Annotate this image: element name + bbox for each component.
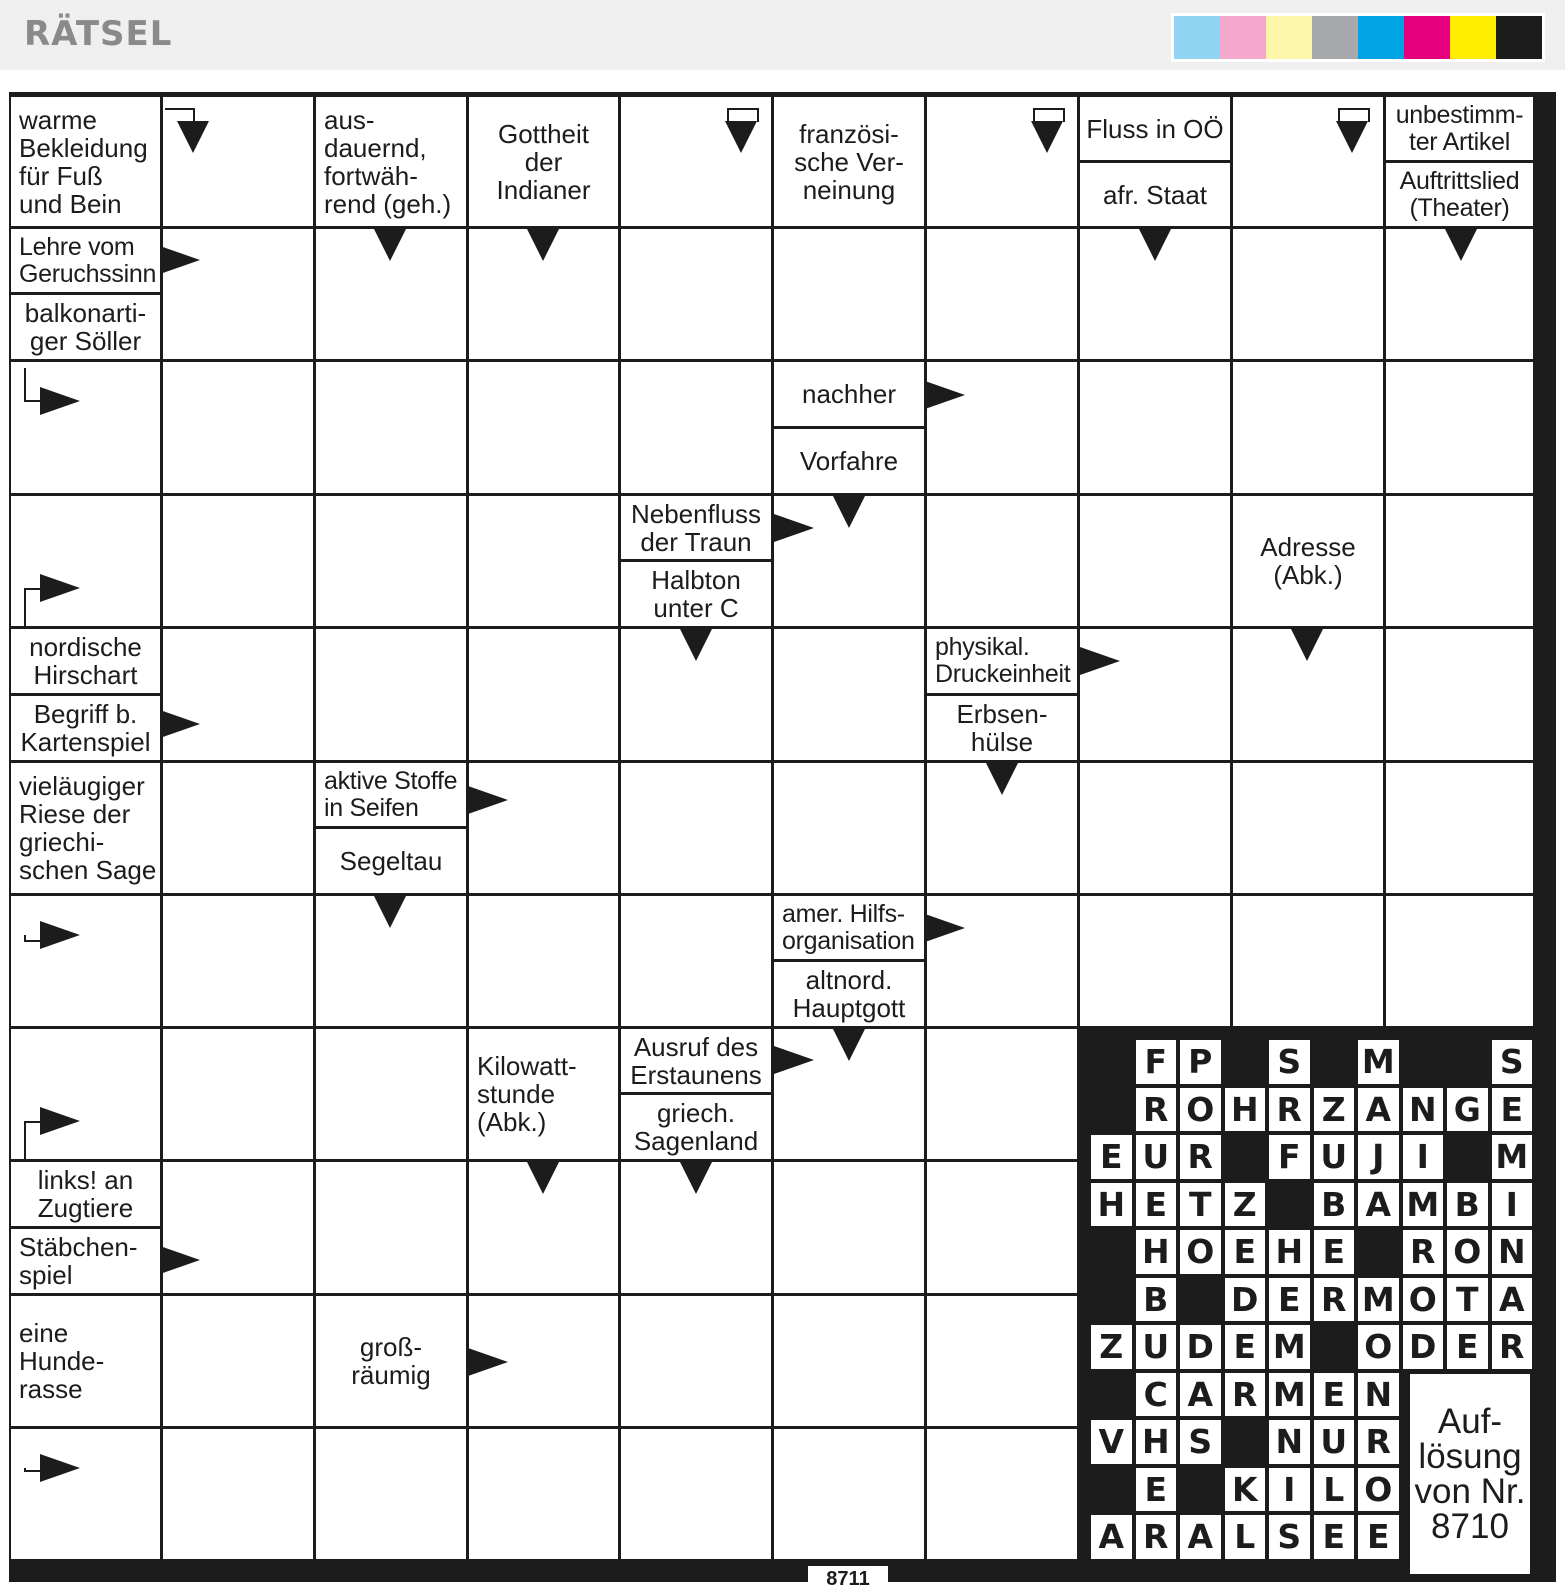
clue-cell: afr. Staat xyxy=(1080,163,1230,226)
arrow-down-icon xyxy=(527,1162,559,1194)
solution-letter: U xyxy=(1314,1135,1355,1179)
solution-letter: A xyxy=(1180,1515,1221,1559)
solution-letter: A xyxy=(1180,1373,1221,1417)
arrow-down-icon xyxy=(177,121,209,153)
arrow-down-icon xyxy=(680,1162,712,1194)
solution-letter: N xyxy=(1403,1088,1444,1132)
solution-letter: N xyxy=(1492,1230,1533,1274)
answer-cell[interactable] xyxy=(1386,362,1533,493)
solution-letter: A xyxy=(1358,1088,1399,1132)
arrow-bend-icon xyxy=(24,935,40,942)
color-swatch xyxy=(1174,16,1220,59)
clue-cell: warme Bekleidung für Fuß und Bein xyxy=(11,97,160,226)
answer-cell[interactable] xyxy=(163,1029,313,1159)
answer-cell[interactable] xyxy=(469,1429,618,1559)
answer-cell[interactable] xyxy=(1233,763,1383,893)
solution-letter: D xyxy=(1225,1278,1266,1322)
solution-letter: R xyxy=(1180,1135,1221,1179)
clue-cell: Segeltau xyxy=(316,829,466,893)
answer-cell[interactable] xyxy=(1080,496,1230,626)
clue-cell: Stäbchen- spiel xyxy=(11,1229,160,1293)
solution-letter: E xyxy=(1314,1515,1355,1559)
solution-letter: F xyxy=(1136,1040,1177,1084)
solution-letter: O xyxy=(1358,1468,1399,1512)
clue-cell: Gottheit der Indianer xyxy=(469,97,618,226)
answer-cell[interactable] xyxy=(1233,362,1383,493)
clue-cell: griech. Sagenland xyxy=(621,1095,771,1159)
solution-letter: V xyxy=(1091,1420,1132,1464)
arrow-down-icon xyxy=(527,229,559,261)
answer-cell[interactable] xyxy=(316,629,466,760)
solution-letter: E xyxy=(1314,1230,1355,1274)
answer-cell[interactable] xyxy=(1080,362,1230,493)
arrow-right-icon xyxy=(925,381,965,409)
answer-cell[interactable] xyxy=(163,629,313,760)
clue-cell: Vorfahre xyxy=(774,429,924,493)
solution-letter: M xyxy=(1492,1135,1533,1179)
arrow-down-icon xyxy=(833,496,865,528)
solution-letter: S xyxy=(1180,1420,1221,1464)
solution-letter: S xyxy=(1492,1040,1533,1084)
answer-cell[interactable] xyxy=(469,896,618,1026)
answer-cell[interactable] xyxy=(11,896,160,1026)
answer-cell[interactable] xyxy=(316,496,466,626)
solution-letter: B xyxy=(1447,1183,1488,1227)
solution-letter: L xyxy=(1314,1468,1355,1512)
solution-letter: R xyxy=(1314,1278,1355,1322)
solution-letter: K xyxy=(1225,1468,1266,1512)
solution-letter: M xyxy=(1269,1325,1310,1369)
solution-letter: Z xyxy=(1314,1088,1355,1132)
solution-letter: M xyxy=(1269,1373,1310,1417)
arrow-right-icon xyxy=(160,1246,200,1274)
answer-cell[interactable] xyxy=(1386,763,1533,893)
arrow-down-icon xyxy=(374,896,406,928)
arrow-right-icon xyxy=(40,1107,80,1135)
clue-cell: Adresse (Abk.) xyxy=(1233,496,1383,626)
solution-letter: G xyxy=(1447,1088,1488,1132)
solution-letter: O xyxy=(1180,1088,1221,1132)
crossword-grid xyxy=(9,92,1556,1582)
solution-letter: U xyxy=(1136,1325,1177,1369)
answer-cell[interactable] xyxy=(774,1296,924,1426)
solution-letter: Z xyxy=(1225,1183,1266,1227)
solution-letter: J xyxy=(1358,1135,1399,1179)
answer-cell[interactable] xyxy=(927,1162,1077,1293)
answer-cell[interactable] xyxy=(927,1296,1077,1426)
answer-cell[interactable] xyxy=(469,629,618,760)
solution-letter: E xyxy=(1225,1325,1266,1369)
solution-letter: Z xyxy=(1091,1325,1132,1369)
solution-letter: U xyxy=(1136,1135,1177,1179)
solution-letter: E xyxy=(1358,1515,1399,1559)
puzzle-number: 8711 xyxy=(808,1566,888,1588)
color-swatch xyxy=(1312,16,1358,59)
solution-letter: I xyxy=(1269,1468,1310,1512)
solution-letter: M xyxy=(1358,1278,1399,1322)
clue-cell: physikal. Druckeinheit xyxy=(927,629,1077,693)
solution-letter: R xyxy=(1492,1325,1533,1369)
arrow-down-icon xyxy=(1291,629,1323,661)
answer-cell[interactable] xyxy=(1386,496,1533,626)
arrow-right-icon xyxy=(468,786,508,814)
arrow-right-icon xyxy=(774,1046,814,1074)
answer-cell[interactable] xyxy=(927,496,1077,626)
answer-cell[interactable] xyxy=(1386,629,1533,760)
answer-cell[interactable] xyxy=(1080,763,1230,893)
answer-cell[interactable] xyxy=(774,629,924,760)
clue-cell: Lehre vom Geruchssinn xyxy=(11,229,160,292)
answer-cell[interactable] xyxy=(163,896,313,1026)
solution-letter: H xyxy=(1136,1420,1177,1464)
clue-cell: Nebenfluss der Traun xyxy=(621,496,771,559)
arrow-bend-icon xyxy=(24,588,40,626)
arrow-right-icon xyxy=(40,387,80,415)
clue-cell: aus- dauernd, fortwäh- rend (geh.) xyxy=(316,97,466,226)
answer-cell[interactable] xyxy=(316,1162,466,1293)
solution-letter: E xyxy=(1091,1135,1132,1179)
solution-letter: T xyxy=(1447,1278,1488,1322)
solution-letter: A xyxy=(1492,1278,1533,1322)
arrow-down-icon xyxy=(1139,229,1171,261)
color-calibration-bar xyxy=(1171,13,1545,62)
color-swatch xyxy=(1266,16,1312,59)
solution-letter: D xyxy=(1180,1325,1221,1369)
header-bar xyxy=(0,0,1565,70)
arrow-down-icon xyxy=(833,1029,865,1061)
arrow-down-icon xyxy=(1031,121,1063,153)
solution-letter: N xyxy=(1269,1420,1310,1464)
solution-letter: H xyxy=(1091,1183,1132,1227)
arrow-right-icon xyxy=(468,1348,508,1376)
color-swatch xyxy=(1358,16,1404,59)
answer-cell[interactable] xyxy=(163,1429,313,1559)
answer-cell[interactable] xyxy=(927,1029,1077,1159)
solution-letter: H xyxy=(1269,1230,1310,1274)
arrow-right-icon xyxy=(774,514,814,542)
arrow-right-icon xyxy=(1080,647,1120,675)
answer-cell[interactable] xyxy=(11,1429,160,1559)
answer-cell[interactable] xyxy=(927,229,1077,359)
arrow-down-icon xyxy=(1445,229,1477,261)
color-swatch xyxy=(1496,16,1542,59)
answer-cell[interactable] xyxy=(316,362,466,493)
arrow-right-icon xyxy=(40,574,80,602)
arrow-down-icon xyxy=(374,229,406,261)
answer-cell[interactable] xyxy=(163,496,313,626)
solution-letter: A xyxy=(1358,1183,1399,1227)
arrow-bend-icon xyxy=(24,1121,40,1159)
solution-letter: E xyxy=(1225,1230,1266,1274)
solution-letter: E xyxy=(1136,1468,1177,1512)
color-swatch xyxy=(1220,16,1266,59)
clue-cell: balkonarti- ger Söller xyxy=(11,295,160,359)
solution-letter: N xyxy=(1358,1373,1399,1417)
solution-letter: R xyxy=(1403,1230,1444,1274)
solution-letter: C xyxy=(1136,1373,1177,1417)
answer-cell[interactable] xyxy=(1233,896,1383,1026)
arrow-right-icon xyxy=(160,246,200,274)
page-title: RÄTSEL xyxy=(24,14,173,54)
solution-letter: P xyxy=(1180,1040,1221,1084)
clue-cell: groß- räumig xyxy=(316,1296,466,1426)
answer-cell[interactable] xyxy=(163,763,313,893)
solution-caption: Auf- lösung von Nr. 8710 xyxy=(1410,1374,1530,1574)
solution-letter: E xyxy=(1269,1278,1310,1322)
clue-cell: links! an Zugtiere xyxy=(11,1162,160,1226)
clue-cell: Halbton unter C xyxy=(621,562,771,626)
color-swatch xyxy=(1450,16,1496,59)
answer-cell[interactable] xyxy=(469,496,618,626)
answer-cell[interactable] xyxy=(469,763,618,893)
clue-cell: Begriff b. Kartenspiel xyxy=(11,696,160,760)
arrow-right-icon xyxy=(925,914,965,942)
color-swatch xyxy=(1404,16,1450,59)
clue-cell: nachher xyxy=(774,362,924,426)
answer-cell[interactable] xyxy=(316,1429,466,1559)
solution-letter: A xyxy=(1091,1515,1132,1559)
solution-letter: M xyxy=(1358,1040,1399,1084)
solution-letter: S xyxy=(1269,1515,1310,1559)
solution-letter: H xyxy=(1225,1088,1266,1132)
clue-cell: unbestimm- ter Artikel xyxy=(1386,97,1533,160)
solution-letter: H xyxy=(1136,1230,1177,1274)
arrow-right-icon xyxy=(40,1454,80,1482)
solution-letter: R xyxy=(1136,1088,1177,1132)
solution-letter: O xyxy=(1358,1325,1399,1369)
arrow-down-icon xyxy=(986,763,1018,795)
answer-cell[interactable] xyxy=(774,1162,924,1293)
answer-cell[interactable] xyxy=(621,763,771,893)
answer-cell[interactable] xyxy=(621,1429,771,1559)
answer-cell[interactable] xyxy=(1233,229,1383,359)
arrow-right-icon xyxy=(160,710,200,738)
arrow-bend-icon xyxy=(727,108,759,122)
solution-letter: E xyxy=(1314,1373,1355,1417)
arrow-right-icon xyxy=(40,921,80,949)
arrow-bend-icon xyxy=(1033,108,1065,122)
answer-cell[interactable] xyxy=(621,229,771,359)
answer-cell[interactable] xyxy=(621,362,771,493)
clue-cell: französi- sche Ver- neinung xyxy=(774,97,924,226)
clue-cell: eine Hunde- rasse xyxy=(11,1296,160,1426)
solution-letter: B xyxy=(1136,1278,1177,1322)
solution-letter: B xyxy=(1314,1183,1355,1227)
arrow-down-icon xyxy=(725,121,757,153)
clue-cell: Kilowatt- stunde (Abk.) xyxy=(469,1029,618,1159)
solution-letter: R xyxy=(1225,1373,1266,1417)
solution-letter: D xyxy=(1403,1325,1444,1369)
clue-cell: altnord. Hauptgott xyxy=(774,962,924,1026)
clue-cell: Auftrittslied (Theater) xyxy=(1386,163,1533,226)
solution-letter: I xyxy=(1403,1135,1444,1179)
arrow-bend-icon xyxy=(24,1468,40,1472)
solution-letter: M xyxy=(1403,1183,1444,1227)
answer-cell[interactable] xyxy=(621,1296,771,1426)
solution-letter: R xyxy=(1269,1088,1310,1132)
answer-cell[interactable] xyxy=(774,229,924,359)
solution-letter: E xyxy=(1447,1325,1488,1369)
solution-letter: O xyxy=(1180,1230,1221,1274)
clue-cell: amer. Hilfs- organisation xyxy=(774,896,924,959)
answer-cell[interactable] xyxy=(621,896,771,1026)
arrow-down-icon xyxy=(1336,121,1368,153)
arrow-bend-icon xyxy=(24,368,40,402)
solution-letter: I xyxy=(1492,1183,1533,1227)
answer-cell[interactable] xyxy=(1386,896,1533,1026)
solution-letter: S xyxy=(1269,1040,1310,1084)
arrow-bend-icon xyxy=(1338,108,1370,122)
answer-cell[interactable] xyxy=(927,1429,1077,1559)
clue-cell: Fluss in OÖ xyxy=(1080,97,1230,160)
solution-letter: R xyxy=(1358,1420,1399,1464)
answer-cell[interactable] xyxy=(163,362,313,493)
solution-letter: E xyxy=(1492,1088,1533,1132)
answer-cell[interactable] xyxy=(469,362,618,493)
clue-cell: vieläugiger Riese der griechi- schen Sage xyxy=(11,763,160,893)
solution-letter: R xyxy=(1136,1515,1177,1559)
solution-letter: T xyxy=(1180,1183,1221,1227)
solution-letter: F xyxy=(1269,1135,1310,1179)
answer-cell[interactable] xyxy=(316,1029,466,1159)
answer-cell[interactable] xyxy=(774,1429,924,1559)
clue-cell: Ausruf des Erstaunens xyxy=(621,1029,771,1092)
clue-cell: nordische Hirschart xyxy=(11,629,160,693)
answer-cell[interactable] xyxy=(163,1296,313,1426)
clue-cell: Erbsen- hülse xyxy=(927,696,1077,760)
clue-cell: aktive Stoffe in Seifen xyxy=(316,763,466,826)
arrow-down-icon xyxy=(680,629,712,661)
solution-letter: O xyxy=(1447,1230,1488,1274)
solution-letter: O xyxy=(1403,1278,1444,1322)
solution-letter: L xyxy=(1225,1515,1266,1559)
answer-cell[interactable] xyxy=(774,763,924,893)
solution-letter: U xyxy=(1314,1420,1355,1464)
answer-cell[interactable] xyxy=(1080,896,1230,1026)
solution-letter: E xyxy=(1136,1183,1177,1227)
arrow-bend-icon xyxy=(165,108,195,122)
